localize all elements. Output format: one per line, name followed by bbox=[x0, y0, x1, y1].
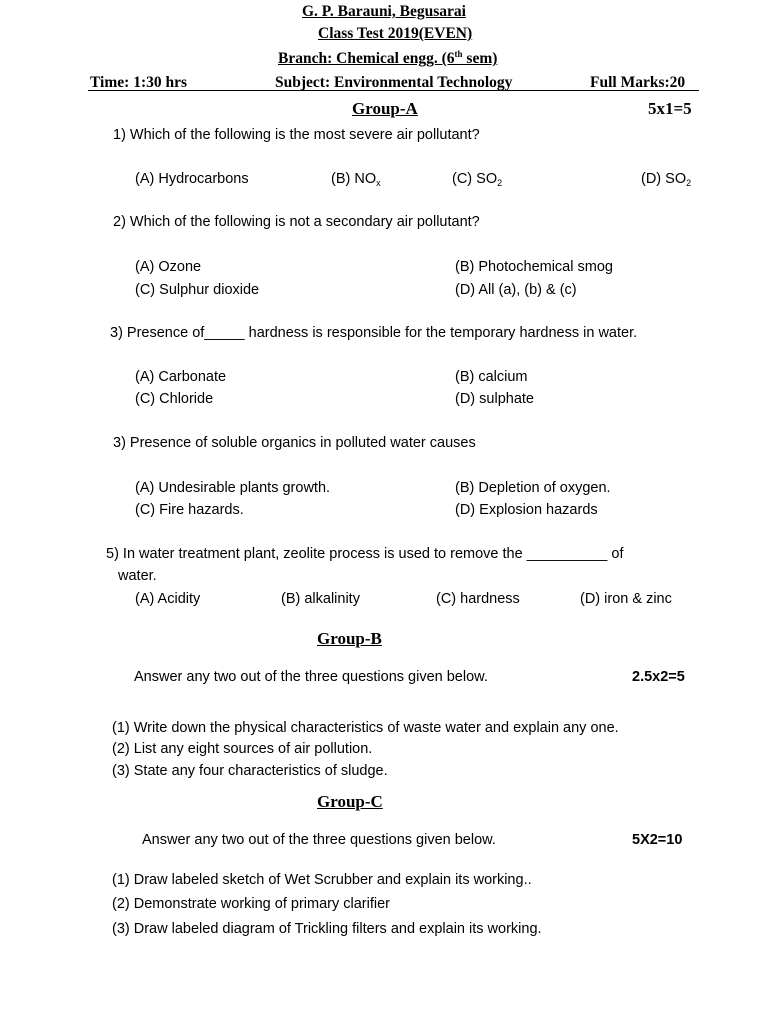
group-c-item-1: (1) Draw labeled sketch of Wet Scrubber and explain its working.. bbox=[112, 872, 532, 888]
institute-title: G. P. Barauni, Begusarai bbox=[302, 3, 466, 20]
header-rule bbox=[88, 90, 699, 91]
q2-option-b: (B) Photochemical smog bbox=[455, 259, 613, 275]
q5-option-a: (A) Acidity bbox=[135, 591, 201, 607]
group-b-item-2: (2) List any eight sources of air pollution. bbox=[112, 741, 373, 757]
q4-text: 3) Presence of soluble organics in polluted water causes bbox=[113, 435, 476, 451]
test-title: Class Test 2019(EVEN) bbox=[318, 25, 473, 42]
group-b-title: Group-B bbox=[317, 629, 382, 648]
q5-option-b: (B) alkalinity bbox=[281, 591, 360, 607]
group-c-title: Group-C bbox=[317, 792, 383, 811]
q1-option-b-main: (B) NO bbox=[331, 171, 377, 187]
q1-option-b bbox=[331, 171, 381, 188]
q4-option-b: (B) Depletion of oxygen. bbox=[455, 480, 611, 496]
q3-option-a: (A) Carbonate bbox=[135, 369, 227, 385]
subject-label: Subject: Environmental Technology bbox=[275, 74, 513, 91]
q1-option-b-sub: x bbox=[376, 178, 381, 188]
q1-option-d bbox=[641, 171, 691, 188]
q5-text-line1: 5) In water treatment plant, zeolite process is used to remove the __________ of bbox=[106, 546, 624, 562]
branch-prefix: Branch: Chemical engg. (6 bbox=[278, 50, 455, 67]
group-b-item-1: (1) Write down the physical characteristics of waste water and explain any one. bbox=[112, 720, 619, 736]
q1-option-a: (A) Hydrocarbons bbox=[135, 171, 249, 187]
q2-option-c: (C) Sulphur dioxide bbox=[135, 282, 260, 298]
q1-option-c bbox=[452, 171, 502, 188]
group-a-marks: 5x1=5 bbox=[648, 99, 692, 118]
group-a-title: Group-A bbox=[352, 99, 418, 118]
q3-text: 3) Presence of_____ hardness is responsible for the temporary hardness in water. bbox=[110, 325, 638, 341]
q1-option-c-main: (C) SO bbox=[452, 171, 498, 187]
group-b-item-3: (3) State any four characteristics of sludge. bbox=[112, 763, 388, 779]
q4-option-c: (C) Fire hazards. bbox=[135, 502, 244, 518]
group-c-item-3: (3) Draw labeled diagram of Trickling filters and explain its working. bbox=[112, 921, 542, 937]
q1-option-d-main: (D) SO bbox=[641, 171, 687, 187]
q4-option-d: (D) Explosion hazards bbox=[455, 502, 598, 518]
group-c-instruction: Answer any two out of the three questions given below. bbox=[142, 832, 496, 848]
q3-option-b: (B) calcium bbox=[455, 369, 528, 385]
group-b-instruction: Answer any two out of the three questions given below. bbox=[134, 669, 488, 685]
q5-text-line2: water. bbox=[118, 568, 157, 584]
group-b-marks: 2.5x2=5 bbox=[632, 669, 685, 685]
q3-option-d: (D) sulphate bbox=[455, 391, 534, 407]
branch-line bbox=[278, 49, 497, 68]
q2-option-d: (D) All (a), (b) & (c) bbox=[455, 282, 577, 298]
group-c-marks: 5X2=10 bbox=[632, 832, 683, 848]
q1-option-d-sub: 2 bbox=[686, 178, 692, 188]
q3-option-c: (C) Chloride bbox=[135, 391, 214, 407]
q1-text: 1) Which of the following is the most severe air pollutant? bbox=[113, 127, 480, 143]
full-marks-label: Full Marks:20 bbox=[590, 74, 686, 91]
group-c-item-2: (2) Demonstrate working of primary clarifier bbox=[112, 896, 390, 912]
branch-sup: th bbox=[454, 49, 463, 59]
q4-option-a: (A) Undesirable plants growth. bbox=[135, 480, 331, 496]
branch-suffix: sem) bbox=[462, 50, 498, 67]
q5-option-c: (C) hardness bbox=[436, 591, 520, 607]
time-label: Time: 1:30 hrs bbox=[90, 74, 188, 91]
q5-option-d: (D) iron & zinc bbox=[580, 591, 672, 607]
q2-text: 2) Which of the following is not a secondary air pollutant? bbox=[113, 214, 480, 230]
q1-option-c-sub: 2 bbox=[497, 178, 503, 188]
q2-option-a: (A) Ozone bbox=[135, 259, 202, 275]
